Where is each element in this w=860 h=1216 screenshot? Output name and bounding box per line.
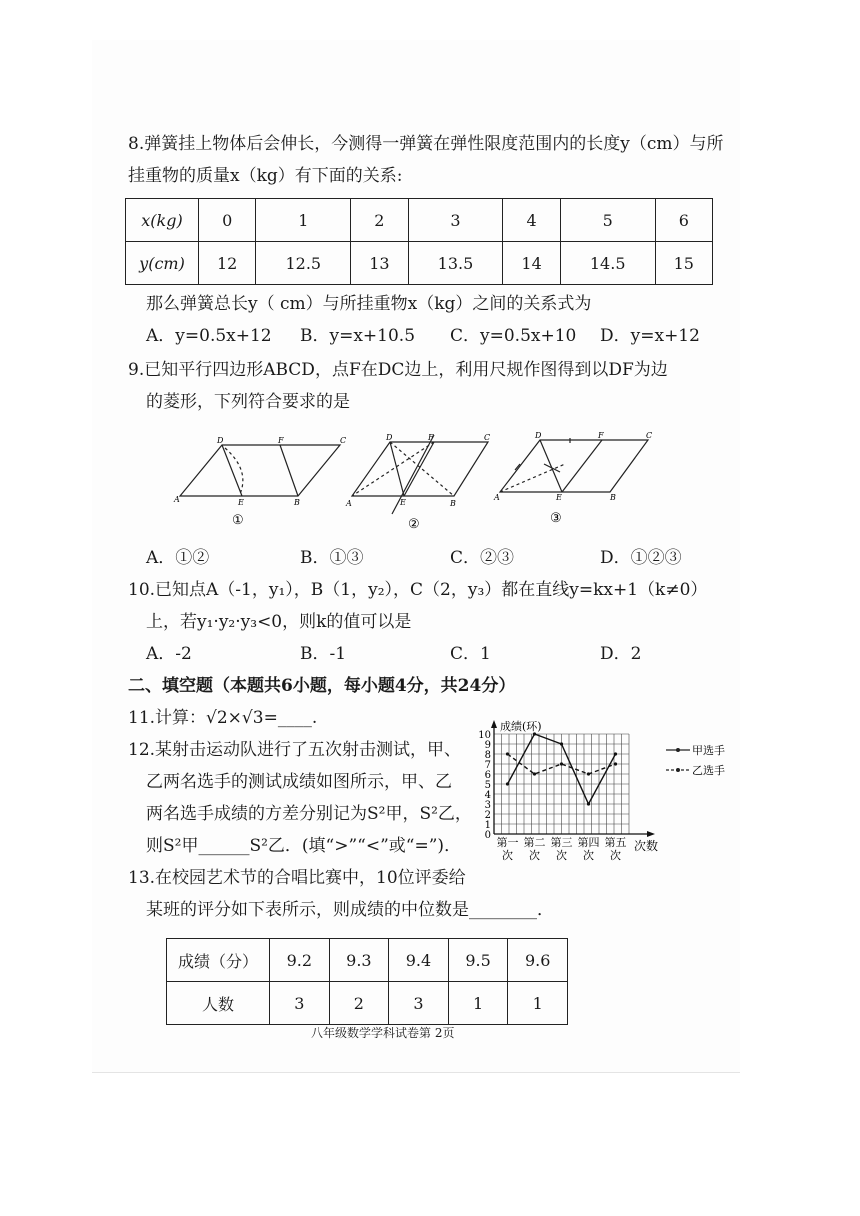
figure1-label-e: E bbox=[238, 498, 244, 507]
q11-text: 11.计算：√2×√3=____. bbox=[128, 708, 318, 728]
q8-option-c: C．y=0.5x+10 bbox=[450, 326, 577, 346]
figure2-label-a: A bbox=[346, 499, 352, 508]
q8-line2: 挂重物的质量x（kg）有下面的关系: bbox=[128, 166, 403, 186]
q9-option-b: B．①③ bbox=[300, 548, 364, 568]
figure3-label-a: A bbox=[494, 493, 500, 502]
series-point-1 bbox=[614, 762, 617, 765]
chart-x-axis-title: 次数 bbox=[634, 839, 659, 853]
figure2-label-b: B bbox=[450, 499, 456, 508]
q9-option-c: C．②③ bbox=[450, 548, 515, 568]
series-point-0 bbox=[587, 802, 590, 805]
x-tick-label: 第五 bbox=[604, 836, 627, 849]
q8-y-cell: 14 bbox=[503, 242, 560, 285]
q13-count-cell: 3 bbox=[389, 982, 449, 1025]
q12-line2: 乙两名选手的测试成绩如图所示，甲、乙 bbox=[146, 772, 452, 792]
y-axis-arrow bbox=[491, 720, 497, 728]
q10-option-c: C．1 bbox=[450, 644, 491, 664]
y-tick-label: 0 bbox=[484, 830, 491, 841]
q13-line1: 13.在校园艺术节的合唱比赛中，10位评委给 bbox=[128, 868, 466, 888]
page-footer: 八年级数学学科试卷第 2页 bbox=[311, 1026, 455, 1040]
y-tick-label: 4 bbox=[484, 790, 491, 801]
q10-line1: 10.已知点A（-1，y₁），B（1，y₂），C（2，y₃）都在直线y=kx+1（k≠0） bbox=[128, 580, 708, 600]
figure-3 bbox=[500, 438, 648, 492]
q8-y-cell: 14.5 bbox=[560, 242, 655, 285]
chart-y-axis-title: 成绩(环) bbox=[500, 720, 542, 733]
legend-marker-jia bbox=[676, 748, 680, 752]
q12-score-chart bbox=[474, 714, 732, 870]
y-tick-label: 8 bbox=[484, 750, 491, 761]
q8-x-cell: 2 bbox=[351, 199, 408, 242]
x-axis-arrow bbox=[647, 831, 655, 837]
legend-marker-yi bbox=[676, 768, 680, 772]
q13-line2: 某班的评分如下表所示，则成绩的中位数是________． bbox=[146, 900, 554, 920]
series-point-0 bbox=[614, 752, 617, 755]
y-tick-label: 10 bbox=[478, 730, 491, 741]
x-tick-label: 第一 bbox=[496, 836, 519, 849]
y-tick-label: 7 bbox=[484, 760, 491, 771]
series-point-0 bbox=[506, 782, 509, 785]
q8-stem: 那么弹簧总长y（ cm）与所挂重物x（kg）之间的关系式为 bbox=[146, 294, 592, 314]
q13-table bbox=[166, 938, 568, 1025]
q10-option-b: B．-1 bbox=[300, 644, 347, 664]
q13-score-cell: 9.6 bbox=[508, 939, 568, 982]
q8-y-cell: 15 bbox=[655, 242, 712, 285]
y-tick-label: 6 bbox=[484, 770, 491, 781]
q8-option-a: A．y=0.5x+12 bbox=[146, 326, 272, 346]
figure-1 bbox=[180, 445, 340, 496]
q8-table-row-y bbox=[126, 242, 713, 285]
x-tick-label-suffix: 次 bbox=[556, 849, 567, 862]
q8-x-cell: 3 bbox=[408, 199, 503, 242]
q12-line1: 12.某射击运动队进行了五次射击测试，甲、 bbox=[128, 740, 462, 760]
series-point-0 bbox=[560, 742, 563, 745]
x-tick-label-suffix: 次 bbox=[529, 849, 540, 862]
chart-grid bbox=[494, 734, 629, 834]
q13-table-row-count bbox=[167, 982, 568, 1025]
figure2-caption: ② bbox=[408, 517, 420, 532]
q8-table-row-x bbox=[126, 199, 713, 242]
figure-2 bbox=[352, 433, 491, 514]
q8-option-d: D．y=x+12 bbox=[600, 326, 700, 346]
figure1-label-a: A bbox=[174, 495, 180, 504]
figure3-label-c: C bbox=[646, 431, 653, 440]
x-tick-label-suffix: 次 bbox=[610, 849, 621, 862]
y-tick-label: 5 bbox=[484, 780, 491, 791]
y-tick-label: 3 bbox=[484, 800, 491, 811]
q13-count-cell: 1 bbox=[448, 982, 508, 1025]
q13-count-cell: 2 bbox=[329, 982, 389, 1025]
q10-option-d: D．2 bbox=[600, 644, 642, 664]
figure1-label-c: C bbox=[340, 436, 347, 445]
legend-label-yi: 乙选手 bbox=[692, 764, 725, 777]
section-2-heading: 二、填空题（本题共6小题，每小题4分，共24分） bbox=[128, 676, 516, 696]
figure1-label-b: B bbox=[294, 498, 300, 507]
q8-x-cell: 1 bbox=[256, 199, 351, 242]
figure1-caption: ① bbox=[232, 513, 244, 528]
q12-line3: 两名选手成绩的方差分别记为S²甲，S²乙， bbox=[146, 804, 472, 824]
figure3-caption: ③ bbox=[550, 511, 562, 526]
y-tick-label: 1 bbox=[484, 820, 491, 831]
q8-x-cell: 6 bbox=[655, 199, 712, 242]
q10-line2: 上，若y₁·y₂·y₃<0，则k的值可以是 bbox=[146, 612, 412, 632]
y-tick-label: 2 bbox=[484, 810, 491, 821]
q13-score-cell: 9.3 bbox=[329, 939, 389, 982]
x-tick-label-suffix: 次 bbox=[502, 849, 513, 862]
q8-y-cell: 12.5 bbox=[256, 242, 351, 285]
q13-table-row-score bbox=[167, 939, 568, 982]
q13-score-cell: 9.2 bbox=[270, 939, 330, 982]
figure3-label-f: F bbox=[598, 431, 604, 440]
q13-score-cell: 9.4 bbox=[389, 939, 449, 982]
q8-x-cell: 4 bbox=[503, 199, 560, 242]
x-tick-label: 第三 bbox=[550, 836, 573, 849]
figure2-label-d: D bbox=[386, 433, 393, 442]
q8-y-cell: 13.5 bbox=[408, 242, 503, 285]
x-tick-label-suffix: 次 bbox=[583, 849, 594, 862]
q9-option-a: A．①② bbox=[146, 548, 210, 568]
series-point-1 bbox=[560, 762, 563, 765]
figure2-label-c: C bbox=[484, 433, 491, 442]
q8-table bbox=[125, 198, 713, 285]
series-point-1 bbox=[533, 772, 536, 775]
x-tick-label: 第二 bbox=[523, 836, 546, 849]
legend-label-jia: 甲选手 bbox=[692, 744, 725, 757]
chart-axes bbox=[478, 720, 655, 862]
x-tick-label: 第四 bbox=[577, 836, 600, 849]
figure2-label-f: F bbox=[428, 433, 434, 442]
q13-count-cell: 3 bbox=[270, 982, 330, 1025]
q9-line2: 的菱形，下列符合要求的是 bbox=[146, 392, 350, 412]
q13-count-cell: 1 bbox=[508, 982, 568, 1025]
q9-option-d: D．①②③ bbox=[600, 548, 682, 568]
series-point-1 bbox=[587, 772, 590, 775]
q8-x-cell: 5 bbox=[560, 199, 655, 242]
chart-legend bbox=[666, 743, 725, 777]
q12-line4: 则S²甲______S²乙．(填“>”“<”或“=”)． bbox=[146, 836, 462, 856]
q8-option-b: B．y=x+10.5 bbox=[300, 326, 416, 346]
series-point-1 bbox=[506, 752, 509, 755]
q10-option-a: A．-2 bbox=[146, 644, 192, 664]
q8-x-label: x(kg) bbox=[126, 199, 199, 242]
figure3-label-d: D bbox=[535, 431, 542, 440]
q8-y-cell: 13 bbox=[351, 242, 408, 285]
q8-y-label: y(cm) bbox=[126, 242, 199, 285]
y-tick-label: 9 bbox=[484, 740, 491, 751]
q8-line1: 8.弹簧挂上物体后会伸长，今测得一弹簧在弹性限度范围内的长度y（cm）与所 bbox=[128, 134, 724, 154]
figure3-label-e: E bbox=[556, 493, 562, 502]
figure2-label-e: E bbox=[400, 498, 406, 507]
figure1-label-d: D bbox=[217, 436, 224, 445]
q8-x-cell: 0 bbox=[199, 199, 256, 242]
q9-figures bbox=[170, 430, 670, 535]
figure1-label-f: F bbox=[278, 436, 284, 445]
q13-score-cell: 9.5 bbox=[448, 939, 508, 982]
q13-score-label: 成绩（分） bbox=[167, 939, 270, 982]
q13-count-label: 人数 bbox=[167, 982, 270, 1025]
q8-y-cell: 12 bbox=[199, 242, 256, 285]
figure3-label-b: B bbox=[610, 493, 616, 502]
q9-line1: 9.已知平行四边形ABCD，点F在DC边上，利用尺规作图得到以DF为边 bbox=[128, 360, 668, 380]
